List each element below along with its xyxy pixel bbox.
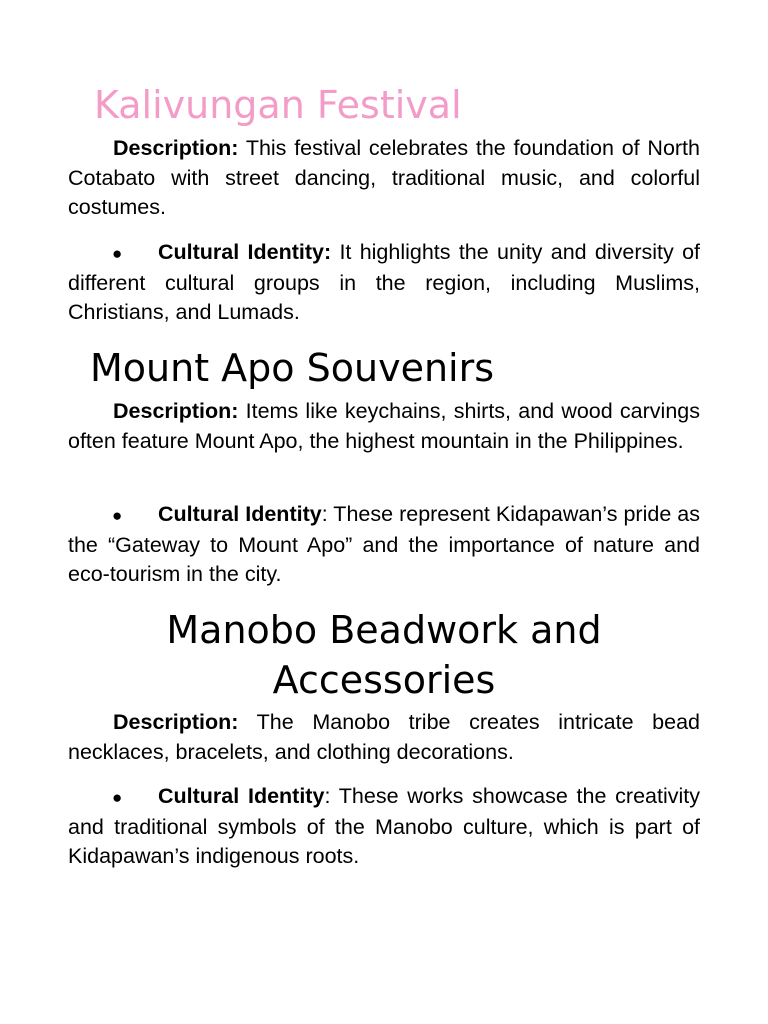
- description-label: Description:: [113, 136, 239, 160]
- identity-paragraph-manobo: [68, 782, 700, 872]
- description-paragraph-mount-apo: [68, 397, 700, 456]
- identity-label: Cultural Identity:: [158, 240, 332, 264]
- bullet-icon: ●: [112, 244, 123, 263]
- section-title-manobo: Manobo Beadwork and Accessories: [166, 608, 602, 702]
- identity-text: It highlights the unity and diversity of different cultural groups in the region, including Muslims, Christians, and Lumads.: [68, 240, 700, 324]
- identity-text: : These works showcase the creativity and traditional symbols of the Manobo culture, which is part of Kidapawan’s indigenous roots.: [68, 784, 700, 868]
- identity-paragraph-mount-apo: [68, 500, 700, 590]
- description-paragraph-manobo: [68, 708, 700, 767]
- description-label: Description:: [113, 399, 239, 423]
- bullet-icon: ●: [112, 506, 123, 525]
- identity-label: Cultural Identity: [158, 784, 325, 808]
- description-label: Description:: [113, 710, 239, 734]
- description-text: The Manobo tribe creates intricate bead necklaces, bracelets, and clothing decorations.: [68, 710, 700, 764]
- description-text: This festival celebrates the foundation of North Cotabato with street dancing, traditional music, and colorful costumes.: [68, 136, 700, 219]
- section-title-kalivungan: Kalivungan Festival: [94, 83, 462, 127]
- identity-label: Cultural Identity: [158, 502, 322, 526]
- section-title-mount-apo: Mount Apo Souvenirs: [90, 346, 495, 390]
- bullet-icon: ●: [112, 788, 123, 807]
- identity-text: : These represent Kidapawan’s pride as the “Gateway to Mount Apo” and the importance of nature and eco-tourism in the city.: [68, 502, 701, 586]
- description-text: Items like keychains, shirts, and wood carvings often feature Mount Apo, the highest mountain in the Philippines.: [68, 399, 700, 453]
- identity-paragraph-kalivungan: [68, 238, 700, 328]
- description-paragraph-kalivungan: [68, 134, 700, 223]
